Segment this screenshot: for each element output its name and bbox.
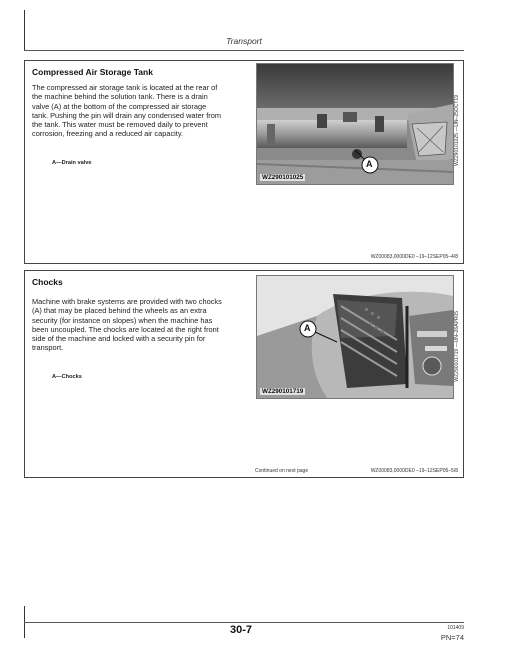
- document-code: WZ00083,0000DE0 –19–12SEP05–5/8: [370, 468, 458, 474]
- body-line: valve (A) at the bottom of the compressed air storage: [32, 101, 207, 111]
- figure-caption: A—Chocks: [52, 374, 82, 380]
- figure-caption: A—Drain valve: [52, 160, 92, 166]
- document-code: WZ00083,0000DE0 –19–12SEP05–4/8: [370, 254, 458, 260]
- section-title: Chocks: [32, 277, 63, 287]
- photo-id: WZ290101025: [262, 174, 304, 181]
- header-rule: [24, 50, 464, 51]
- body-line: transport.: [32, 343, 64, 353]
- body-line: Machine with brake systems are provided with two chocks: [32, 297, 222, 306]
- body-line: been uncoupled. The chocks are located at the right front: [32, 324, 219, 334]
- footer-code: 101409: [447, 625, 464, 631]
- body-line: the tank. This water must be removed daily to prevent: [32, 120, 208, 130]
- section-chocks: [24, 270, 464, 478]
- callout-label: A: [304, 323, 311, 333]
- page-number: 30-7: [230, 624, 253, 636]
- section-title: Compressed Air Storage Tank: [32, 67, 153, 77]
- body-line: tank. Pushing the pin will drain any condensed water from: [32, 110, 221, 120]
- page-header: Transport: [226, 36, 262, 46]
- body-line: The compressed air storage tank is located at the rear of: [32, 83, 218, 92]
- footer-rule: [24, 622, 464, 623]
- pn-number: PN=74: [440, 633, 464, 642]
- body-line: corrosion, freezing and a reduced air capacity.: [32, 129, 184, 139]
- section-compressed-air-tank: [24, 60, 464, 264]
- section-body: [32, 297, 252, 353]
- side-image-code: WZ290101719 —UN–26APR05: [454, 311, 460, 382]
- side-image-code: WZ290101025 —UN–25OCT19: [454, 95, 460, 166]
- callout-label: A: [366, 159, 373, 169]
- photo-id: WZ290101719: [262, 388, 304, 395]
- chocks-photo: [256, 275, 454, 399]
- body-line: security (for instance on slopes) when the machine has: [32, 315, 213, 325]
- body-line: the machine behind the solution tank. There is a drain: [32, 92, 208, 102]
- body-line: (A) that may be placed behind the wheels as an extra: [32, 306, 207, 316]
- continued-note: Continued on next page: [255, 468, 309, 474]
- section-body: [32, 83, 252, 139]
- body-line: side of the machine and locked with a security pin for: [32, 334, 206, 344]
- drain-valve-photo: [256, 63, 454, 185]
